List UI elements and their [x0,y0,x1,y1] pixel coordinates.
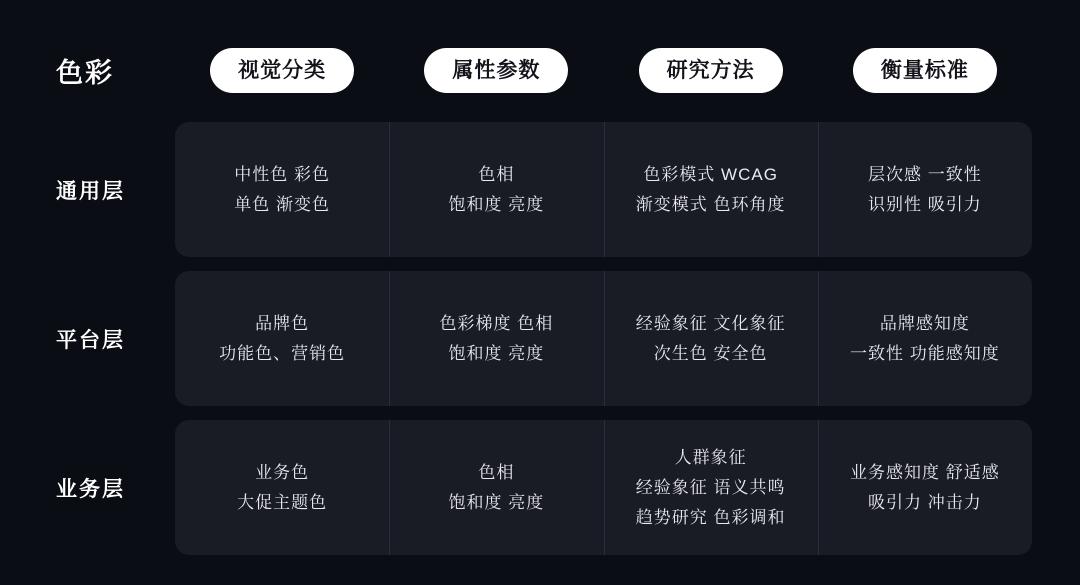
cell-line: 品牌感知度 [879,313,970,333]
column-header-visual-classification [175,48,389,93]
cell-line: 次生色 安全色 [653,343,768,363]
row-card [175,420,1032,555]
cell-line: 业务感知度 舒适感 [850,462,1000,482]
cell-line: 趋势研究 色彩调和 [635,507,786,527]
cell [818,420,1032,555]
row-label: 业务层 [56,477,125,501]
cell-line: 品牌色 [255,313,310,333]
matrix-body [48,106,1032,555]
cell [175,271,389,406]
page-title: 色彩 [56,57,114,88]
column-header-label: 研究方法 [639,48,783,93]
cell-line: 业务色 [255,462,310,482]
cell [175,420,389,555]
cell [389,122,603,257]
header-row [48,34,1032,106]
row-label: 平台层 [56,328,125,352]
column-header-attribute-parameters [389,48,603,93]
cell-line: 吸引力 冲击力 [868,492,982,512]
column-header-label: 视觉分类 [210,48,354,93]
table-row [48,420,1032,555]
cell [604,420,818,555]
table-row [48,122,1032,257]
cell [175,122,389,257]
cell-line: 饱和度 亮度 [448,343,545,363]
row-card [175,271,1032,406]
cell [389,420,603,555]
cell-line: 饱和度 亮度 [448,492,545,512]
cell [818,122,1032,257]
cell-line: 色彩模式 WCAG [643,164,778,184]
column-header-label: 衡量标准 [853,48,997,93]
cell-line: 经验象征 文化象征 [635,313,786,333]
cell-line: 人群象征 [674,447,747,467]
cell-line: 饱和度 亮度 [448,194,545,214]
cell-line: 一致性 功能感知度 [850,343,1000,363]
column-header-research-method [604,48,818,93]
cell [389,271,603,406]
column-header-list [175,48,1032,93]
cell-line: 识别性 吸引力 [868,194,982,214]
cell-line: 色相 [478,462,515,482]
cell-line: 中性色 彩色 [234,164,330,184]
column-header-label: 属性参数 [424,48,568,93]
cell [818,271,1032,406]
cell-line: 色相 [478,164,515,184]
column-header-measurement-standard [818,48,1032,93]
cell-line: 大促主题色 [237,492,328,512]
cell-line: 单色 渐变色 [234,194,330,214]
cell [604,122,818,257]
table-row [48,271,1032,406]
row-label: 通用层 [56,179,125,203]
row-card [175,122,1032,257]
cell-line: 渐变模式 色环角度 [635,194,786,214]
cell-line: 层次感 一致性 [868,164,982,184]
cell-line: 色彩梯度 色相 [439,313,554,333]
cell-line: 经验象征 语义共鸣 [635,477,786,497]
cell [604,271,818,406]
cell-line: 功能色、营销色 [219,343,346,363]
